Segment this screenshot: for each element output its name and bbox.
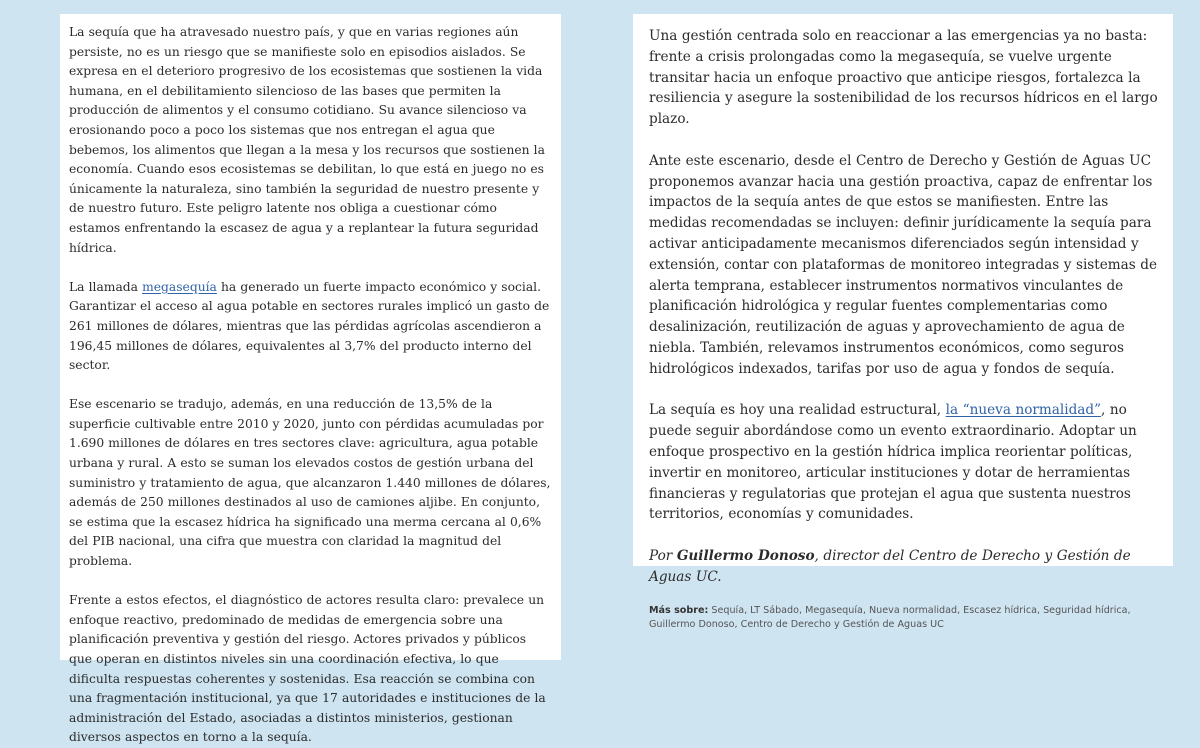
- nueva-normalidad-link[interactable]: la “nueva normalidad”: [945, 402, 1102, 419]
- paragraph-text: , no puede seguir abordándose como un evento extraordinario. Adoptar un enfoque prospectivo en la gestión hídrica implica reorientar políticas, invertir en monitoreo, articular instituciones y dotar de herramientas financieras y regulatorias que protejan el agua que sustenta nuestros territorios, economías y comunidades.: [649, 402, 1137, 523]
- paragraph-text: ha generado un fuerte impacto económico y social. Garantizar el acceso al agua potable en sectores rurales implicó un gasto de 261 millones de dólares, mientras que las pérdidas agrícolas ascendieron a 196,45 millones de dólares, equivalentes al 3,7% del producto interno del sector.: [69, 279, 550, 373]
- tags-list[interactable]: Sequía, LT Sábado, Megasequía, Nueva normalidad, Escasez hídrica, Seguridad hídrica, Guillermo Donoso, Centro de Derecho y Gestión de Aguas UC: [649, 605, 1131, 631]
- paragraph-text: La sequía es hoy una realidad estructural,: [649, 402, 946, 419]
- tags-label: Más sobre:: [649, 605, 709, 617]
- byline-prefix: Por: [649, 547, 677, 564]
- article-column-right: [633, 14, 1173, 631]
- paragraph-proposals: Ante este escenario, desde el Centro de Derecho y Gestión de Aguas UC proponemos avanzar hacia una gestión proactiva, capaz de enfrentar los impactos de la sequía antes de que estos se manifiesten. Entre las medidas recomendadas se incluyen: definir jurídicamente la sequía para activar anticipadamente mecanismos diferenciados según intensidad y extensión, contar con plataformas de monitoreo integradas y sistemas de alerta temprana, establecer instrumentos normativos vinculantes de planificación hidrológica y regular fuentes complementarias como desalinización, reutilización de aguas y aprovechamiento de agua de niebla. También, relevamos instrumentos económicos, como seguros hidrológicos indexados, tarifas por uso de agua y fondos de sequía.: [649, 152, 1158, 377]
- author-byline: [649, 546, 1161, 588]
- paragraph-diagnosis: Frente a estos efectos, el diagnóstico de actores resulta claro: prevalece un enfoque reactivo, predominado de medidas de emergencia sobre una planificación preventiva y gestión del riesgo. Actores privados y públicos que operan en distintos niveles sin una coordinación efectiva, lo que dificulta respuestas coherentes y sostenidas. Esa reacción se combina con una fragmentación institucional, ya que 17 autoridades e instituciones de la administración del Estado, asociadas a distintos ministerios, gestionan diversos aspectos en torno a la sequía.: [69, 593, 546, 745]
- paragraph-new-normal: [649, 400, 1161, 525]
- author-role: , director del Centro de Derecho y Gestión de Aguas UC.: [649, 547, 1131, 585]
- paragraph-megasequia: [69, 278, 551, 376]
- megasequia-link[interactable]: megasequía: [142, 279, 217, 294]
- article-column-left: [60, 14, 561, 745]
- paragraph-economic-impact: Ese escenario se tradujo, además, en una reducción de 13,5% de la superficie cultivable entre 2010 y 2020, junto con pérdidas acumuladas por 1.690 millones de dólares en tres sectores clave: agricultura, agua potable urbana y rural. A esto se suman los elevados costos de gestión urbana del suministro y tratamiento de agua, que alcanzaron 1.440 millones de dólares, además de 250 millones destinados al uso de camiones aljibe. En conjunto, se estima que la escasez hídrica ha significado una merma cercana al 0,6% del PIB nacional, una cifra que muestra con claridad la magnitud del problema.: [69, 397, 551, 569]
- paragraph-intro: La sequía que ha atravesado nuestro país, y que en varias regiones aún persiste, no es un riesgo que se manifieste solo en episodios aislados. Se expresa en el deterioro progresivo de los ecosistemas que sostienen la vida humana, en el debilitamiento silencioso de las bases que permiten la producción de alimentos y el consumo cotidiano. Su avance silencioso va erosionando poco a poco los sistemas que nos entregan el agua que bebemos, los alimentos que llegan a la mesa y los recursos que sostienen la economía. Cuando esos ecosistemas se debilitan, lo que está en juego no es únicamente la naturaleza, sino también la seguridad de nuestro presente y de nuestro futuro. Este peligro latente nos obliga a cuestionar cómo estamos enfrentando la escasez de agua y a replantear la futura seguridad hídrica.: [69, 25, 545, 255]
- paragraph-text: La llamada: [69, 279, 143, 294]
- author-name: Guillermo Donoso: [676, 547, 815, 564]
- related-tags: [649, 604, 1161, 632]
- paragraph-reactive-management: Una gestión centrada solo en reaccionar a las emergencias ya no basta: frente a crisis prolongadas como la megasequía, se vuelve urgente transitar hacia un enfoque proactivo que anticipe riesgos, fortalezca la resiliencia y asegure la sostenibilidad de los recursos hídricos en el largo plazo.: [649, 28, 1158, 128]
